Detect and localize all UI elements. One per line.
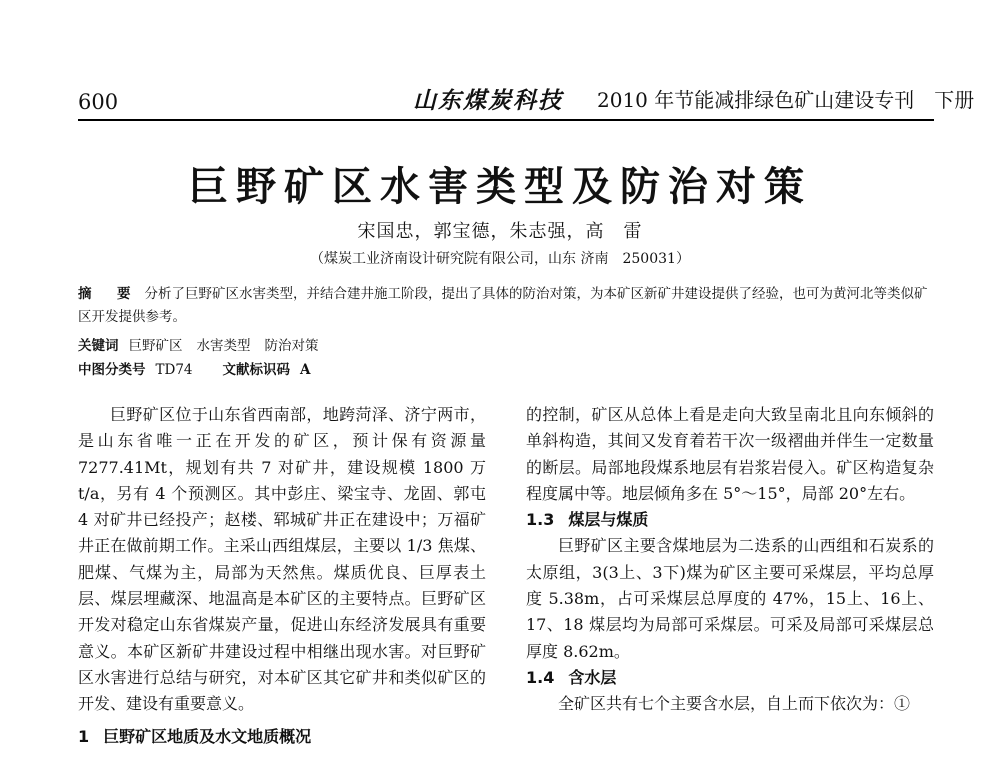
keyword: 水害类型 (196, 338, 251, 354)
doc-code-label: 文献标识码 (222, 362, 291, 378)
paragraph: 的控制，矿区从总体上看是走向大致呈南北且向东倾斜的单斜构造，其间又发育着若干次一级褶曲并伴生一定数量的断层。局部地段煤系地层有岩浆岩侵入。矿区构造复杂程度属中等。地层倾角多在 5°～15°，局部 20°左右。 (526, 405, 934, 503)
doc-code-value: A (300, 362, 311, 378)
journal-name: 山东煤炭科技 (413, 87, 563, 114)
issue-title: 2010 年节能减排绿色矿山建设专刊 下册 (597, 88, 975, 112)
section-1-4-heading (526, 665, 934, 691)
abstract-label: 摘 要 (78, 286, 137, 302)
intro-paragraph: 巨野矿区位于山东省西南部，地跨菏泽、济宁两市，是山东省唯一正在开发的矿区，预计保有资源量 7277.41Mt，规划有共 7 对矿井，建设规模 1800 万 t/a，另有 4 个预测区。其中彭庄、梁宝寺、龙固、郭屯 4 对矿井已经投产；赵楼、郓城矿井正在建设中；万福矿井正在做前期工作。主采山西组煤层，主要以 1/3 焦煤、肥煤、气煤为主，局部为天然焦。煤质优良、巨厚表土层、煤层埋藏深、地温高是本矿区的主要特点。巨野矿区开发对稳定山东省煤炭产量，促进山东经济发展具有重要意义。本矿区新矿井建设过程中相继出现水害。对巨野矿区水害进行总结与研究，对本矿区其它矿井和类似矿区的开发、建设有重要意义。 (78, 405, 486, 714)
section-number: 1 (78, 726, 90, 746)
classification-value: TD74 (155, 362, 193, 378)
affiliation: （煤炭工业济南设计研究院有限公司，山东 济南 250031） (310, 251, 690, 267)
left-column (78, 402, 486, 750)
section-title: 含水层 (568, 667, 617, 687)
keyword: 防治对策 (264, 338, 319, 354)
paragraph: 巨野矿区主要含煤地层为二迭系的山西组和石炭系的太原组，3(3上、3下)煤为矿区主要可采煤层，平均总厚度 5.38m，占可采煤层总厚度的 47%，15上、16上、17、18 煤层均为局部可采煤层。可采及局部可采煤层总厚度 8.62m。 (526, 536, 934, 661)
keyword: 巨野矿区 (128, 338, 183, 354)
keywords-line (78, 334, 319, 354)
classification-line (78, 358, 311, 378)
section-number: 1.4 (526, 667, 555, 687)
abstract-text: 分析了巨野矿区水害类型，并结合建井施工阶段，提出了具体的防治对策，为本矿区新矿井建设提供了经验，也可为黄河北等类似矿区开发提供参考。 (78, 286, 928, 325)
header-rule (78, 119, 934, 121)
section-title: 煤层与煤质 (568, 510, 649, 530)
abstract (78, 283, 934, 329)
keywords-label: 关键词 (78, 338, 119, 354)
classification-label: 中图分类号 (78, 362, 146, 378)
right-column (526, 402, 934, 718)
section-number: 1.3 (526, 510, 555, 530)
section-title: 巨野矿区地质及水文地质概况 (103, 726, 312, 746)
authors: 宋国忠，郭宝德，朱志强，高 雷 (357, 221, 643, 242)
section-1-heading (78, 724, 486, 750)
article-title: 巨野矿区水害类型及防治对策 (188, 163, 812, 210)
section-1-3-heading (526, 507, 934, 533)
page-number: 600 (78, 90, 119, 114)
paragraph: 全矿区共有七个主要含水层，自上而下依次为：① (558, 694, 911, 714)
